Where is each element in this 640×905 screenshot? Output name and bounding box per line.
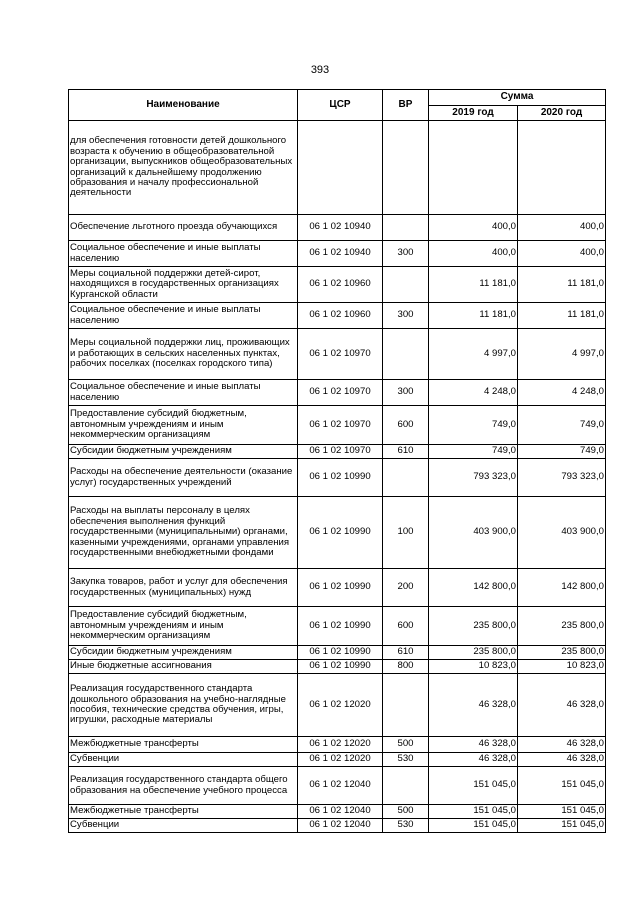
header-year-2019: 2019 год — [429, 106, 518, 121]
table-row — [69, 445, 606, 459]
row-sum-2019: 235 800,0 — [429, 646, 518, 660]
row-csr: 06 1 02 10990 — [298, 459, 383, 497]
header-year-2020: 2020 год — [518, 106, 606, 121]
row-csr: 06 1 02 12040 — [298, 819, 383, 833]
row-sum-2019: 403 900,0 — [429, 497, 518, 569]
row-sum-2020: 46 328,0 — [518, 674, 606, 737]
row-sum-2020: 235 800,0 — [518, 646, 606, 660]
row-sum-2020: 749,0 — [518, 445, 606, 459]
row-vr: 200 — [383, 569, 429, 607]
row-sum-2019: 11 181,0 — [429, 303, 518, 329]
row-csr: 06 1 02 10990 — [298, 569, 383, 607]
row-csr — [298, 121, 383, 215]
row-csr: 06 1 02 10960 — [298, 303, 383, 329]
table-row — [69, 215, 606, 241]
row-csr: 06 1 02 12020 — [298, 753, 383, 767]
row-sum-2020: 10 823,0 — [518, 660, 606, 674]
row-sum-2019: 46 328,0 — [429, 674, 518, 737]
row-name: Меры социальной поддержки лиц, проживающих и работающих в сельских населенных пунктах, рабочих поселках (поселках городского типа) — [69, 329, 298, 380]
row-csr: 06 1 02 12020 — [298, 674, 383, 737]
row-sum-2019: 4 997,0 — [429, 329, 518, 380]
row-csr: 06 1 02 10940 — [298, 215, 383, 241]
row-sum-2019 — [429, 121, 518, 215]
table-row — [69, 767, 606, 805]
row-sum-2020: 46 328,0 — [518, 753, 606, 767]
row-name: Меры социальной поддержки детей-сирот, находящихся в государственных организациях Курганской области — [69, 267, 298, 303]
row-vr — [383, 329, 429, 380]
row-sum-2019: 10 823,0 — [429, 660, 518, 674]
table-row — [69, 380, 606, 406]
row-sum-2019: 142 800,0 — [429, 569, 518, 607]
table-row — [69, 607, 606, 646]
row-vr: 800 — [383, 660, 429, 674]
row-sum-2019: 749,0 — [429, 445, 518, 459]
table-row — [69, 753, 606, 767]
row-sum-2020 — [518, 121, 606, 215]
budget-table — [68, 89, 606, 833]
row-sum-2020: 11 181,0 — [518, 303, 606, 329]
row-name: Межбюджетные трансферты — [69, 737, 298, 753]
row-vr: 300 — [383, 380, 429, 406]
page-number: 393 — [310, 64, 330, 76]
table-row — [69, 121, 606, 215]
row-sum-2020: 151 045,0 — [518, 805, 606, 819]
table-row — [69, 303, 606, 329]
row-vr: 530 — [383, 819, 429, 833]
row-sum-2019: 793 323,0 — [429, 459, 518, 497]
row-name: Субвенции — [69, 819, 298, 833]
row-vr — [383, 121, 429, 215]
row-sum-2019: 11 181,0 — [429, 267, 518, 303]
row-sum-2020: 142 800,0 — [518, 569, 606, 607]
table-body — [69, 121, 606, 833]
table-row — [69, 674, 606, 737]
row-sum-2019: 46 328,0 — [429, 737, 518, 753]
row-name: Обеспечение льготного проезда обучающихся — [69, 215, 298, 241]
row-sum-2019: 4 248,0 — [429, 380, 518, 406]
header-sum: Сумма — [429, 90, 606, 106]
row-sum-2020: 4 248,0 — [518, 380, 606, 406]
row-vr: 500 — [383, 805, 429, 819]
row-name: Межбюджетные трансферты — [69, 805, 298, 819]
row-sum-2019: 400,0 — [429, 241, 518, 267]
row-sum-2020: 749,0 — [518, 406, 606, 445]
row-name: Предоставление субсидий бюджетным, автономным учреждениям и иным некоммерческим организациям — [69, 406, 298, 445]
row-csr: 06 1 02 10970 — [298, 380, 383, 406]
row-sum-2020: 4 997,0 — [518, 329, 606, 380]
row-name: Реализация государственного стандарта дошкольного образования на учебно-наглядные пособия, технические средства обучения, игры, игрушки, расходные материалы — [69, 674, 298, 737]
row-name: Иные бюджетные ассигнования — [69, 660, 298, 674]
row-vr: 610 — [383, 646, 429, 660]
row-name: Социальное обеспечение и иные выплаты населению — [69, 303, 298, 329]
table-row — [69, 569, 606, 607]
row-name: Субсидии бюджетным учреждениям — [69, 646, 298, 660]
row-csr: 06 1 02 12040 — [298, 767, 383, 805]
row-sum-2020: 403 900,0 — [518, 497, 606, 569]
table-row — [69, 497, 606, 569]
header-csr: ЦСР — [298, 90, 383, 121]
row-sum-2019: 46 328,0 — [429, 753, 518, 767]
row-name: Субсидии бюджетным учреждениям — [69, 445, 298, 459]
row-sum-2019: 151 045,0 — [429, 805, 518, 819]
row-name: Предоставление субсидий бюджетным, автономным учреждениям и иным некоммерческим организациям — [69, 607, 298, 646]
table-header — [69, 90, 606, 121]
row-vr — [383, 215, 429, 241]
row-vr — [383, 267, 429, 303]
row-sum-2020: 400,0 — [518, 215, 606, 241]
row-name: Реализация государственного стандарта общего образования на обеспечение учебного процесса — [69, 767, 298, 805]
table-row — [69, 329, 606, 380]
row-sum-2019: 400,0 — [429, 215, 518, 241]
row-sum-2020: 235 800,0 — [518, 607, 606, 646]
table-row — [69, 660, 606, 674]
row-vr: 300 — [383, 241, 429, 267]
row-name: Социальное обеспечение и иные выплаты населению — [69, 380, 298, 406]
table-row — [69, 459, 606, 497]
table-row — [69, 805, 606, 819]
row-sum-2019: 749,0 — [429, 406, 518, 445]
row-name: Субвенции — [69, 753, 298, 767]
table-row — [69, 819, 606, 833]
row-name: Социальное обеспечение и иные выплаты населению — [69, 241, 298, 267]
row-vr: 610 — [383, 445, 429, 459]
row-sum-2019: 151 045,0 — [429, 767, 518, 805]
row-name: Закупка товаров, работ и услуг для обеспечения государственных (муниципальных) нужд — [69, 569, 298, 607]
row-csr: 06 1 02 10970 — [298, 329, 383, 380]
row-csr: 06 1 02 10990 — [298, 497, 383, 569]
row-csr: 06 1 02 10970 — [298, 406, 383, 445]
row-csr: 06 1 02 10970 — [298, 445, 383, 459]
row-vr: 600 — [383, 607, 429, 646]
row-name: Расходы на выплаты персоналу в целях обеспечения выполнения функций государственными (муниципальными) органами, казенными учреждениями, органами управления государственными внебюджетными фондами — [69, 497, 298, 569]
header-name: Наименование — [69, 90, 298, 121]
table-row — [69, 406, 606, 445]
table-row — [69, 241, 606, 267]
row-sum-2020: 400,0 — [518, 241, 606, 267]
table-row — [69, 267, 606, 303]
row-vr — [383, 674, 429, 737]
row-vr: 500 — [383, 737, 429, 753]
row-csr: 06 1 02 12040 — [298, 805, 383, 819]
row-csr: 06 1 02 10960 — [298, 267, 383, 303]
row-sum-2020: 151 045,0 — [518, 819, 606, 833]
row-csr: 06 1 02 10990 — [298, 607, 383, 646]
row-vr — [383, 767, 429, 805]
row-vr: 300 — [383, 303, 429, 329]
row-vr: 530 — [383, 753, 429, 767]
row-sum-2020: 46 328,0 — [518, 737, 606, 753]
row-sum-2019: 151 045,0 — [429, 819, 518, 833]
row-sum-2019: 235 800,0 — [429, 607, 518, 646]
row-csr: 06 1 02 10940 — [298, 241, 383, 267]
row-sum-2020: 793 323,0 — [518, 459, 606, 497]
row-csr: 06 1 02 10990 — [298, 660, 383, 674]
row-vr: 600 — [383, 406, 429, 445]
table-row — [69, 737, 606, 753]
row-sum-2020: 151 045,0 — [518, 767, 606, 805]
row-csr: 06 1 02 12020 — [298, 737, 383, 753]
row-name: для обеспечения готовности детей дошкольного возраста к обучению в общеобразовательной организации, выпускников общеобразовательных организаций к дальнейшему продолжению образования и началу профессиональной деятельности — [69, 121, 298, 215]
header-vr: ВР — [383, 90, 429, 121]
row-sum-2020: 11 181,0 — [518, 267, 606, 303]
row-vr: 100 — [383, 497, 429, 569]
table-row — [69, 646, 606, 660]
row-csr: 06 1 02 10990 — [298, 646, 383, 660]
row-vr — [383, 459, 429, 497]
row-name: Расходы на обеспечение деятельности (оказание услуг) государственных учреждений — [69, 459, 298, 497]
